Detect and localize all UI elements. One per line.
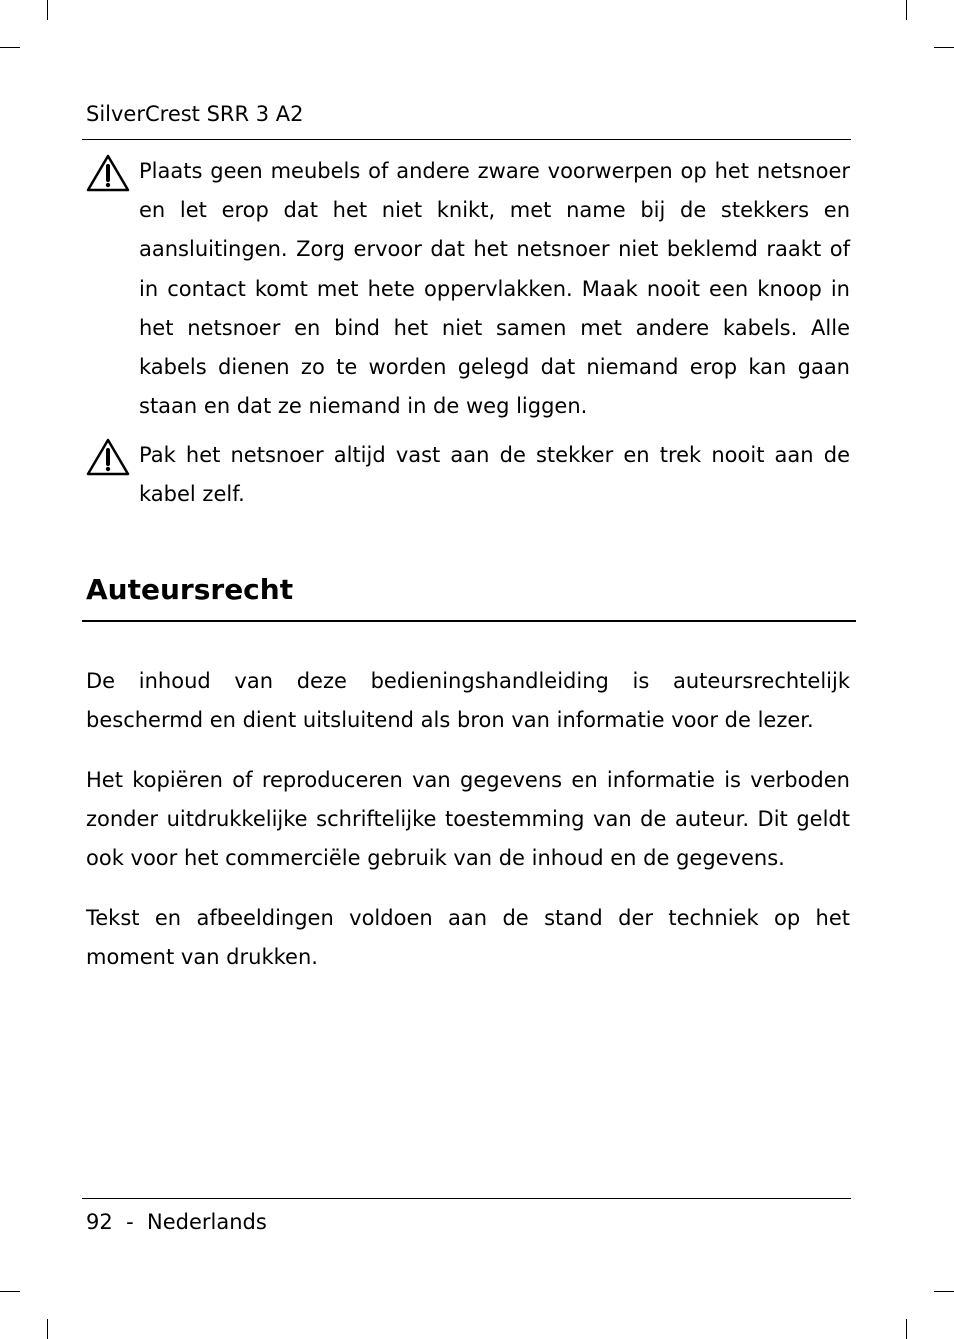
- footer-separator: -: [126, 1210, 134, 1234]
- paragraph: De inhoud van deze bedieningshandleiding is auteursrechtelijk beschermd en dient uitsluitend als bron van informatie voor de lezer.: [86, 669, 850, 733]
- paragraph: Het kopiëren of reproduceren van gegevens en informatie is verboden zonder uitdrukkelijke schriftelijke toestemming van de auteur. Dit geldt ook voor het commerciële gebruik van de inhoud en de gegevens.: [86, 768, 850, 871]
- footer-rule: [82, 1198, 851, 1199]
- crop-mark: [906, 1319, 907, 1339]
- crop-mark: [47, 0, 48, 20]
- section-rule: [82, 620, 856, 622]
- page-number: 92: [86, 1210, 113, 1234]
- warning-triangle-icon: [86, 154, 130, 192]
- crop-mark: [934, 1291, 954, 1292]
- page-footer: [86, 1208, 267, 1236]
- paragraph: Tekst en afbeeldingen voldoen aan de stand der techniek op het moment van drukken.: [86, 906, 850, 970]
- footer-language: Nederlands: [147, 1210, 267, 1234]
- crop-mark: [934, 47, 954, 48]
- warning-text: Pak het netsnoer altijd vast aan de stekker en trek nooit aan de kabel zelf.: [139, 443, 850, 507]
- document-header: SilverCrest SRR 3 A2: [86, 102, 304, 126]
- header-rule: [82, 139, 851, 140]
- crop-mark: [47, 1319, 48, 1339]
- section-title: Auteursrecht: [86, 573, 294, 606]
- crop-mark: [0, 1291, 20, 1292]
- warning-text: Plaats geen meubels of andere zware voorwerpen op het netsnoer en let erop dat het niet knikt, met name bij de stekkers en aansluitingen. Zorg ervoor dat het netsnoer niet beklemd raakt of in contact komt met hete oppervlakken. Maak nooit een knoop in het netsnoer en bind het niet samen met andere kabels. Alle kabels dienen zo te worden gelegd dat niemand erop kan gaan staan en dat ze niemand in de weg liggen.: [139, 159, 850, 419]
- warning-triangle-icon: [86, 438, 130, 476]
- warning-block: [86, 436, 850, 514]
- crop-mark: [906, 0, 907, 20]
- crop-mark: [0, 47, 20, 48]
- warning-block: [86, 152, 850, 426]
